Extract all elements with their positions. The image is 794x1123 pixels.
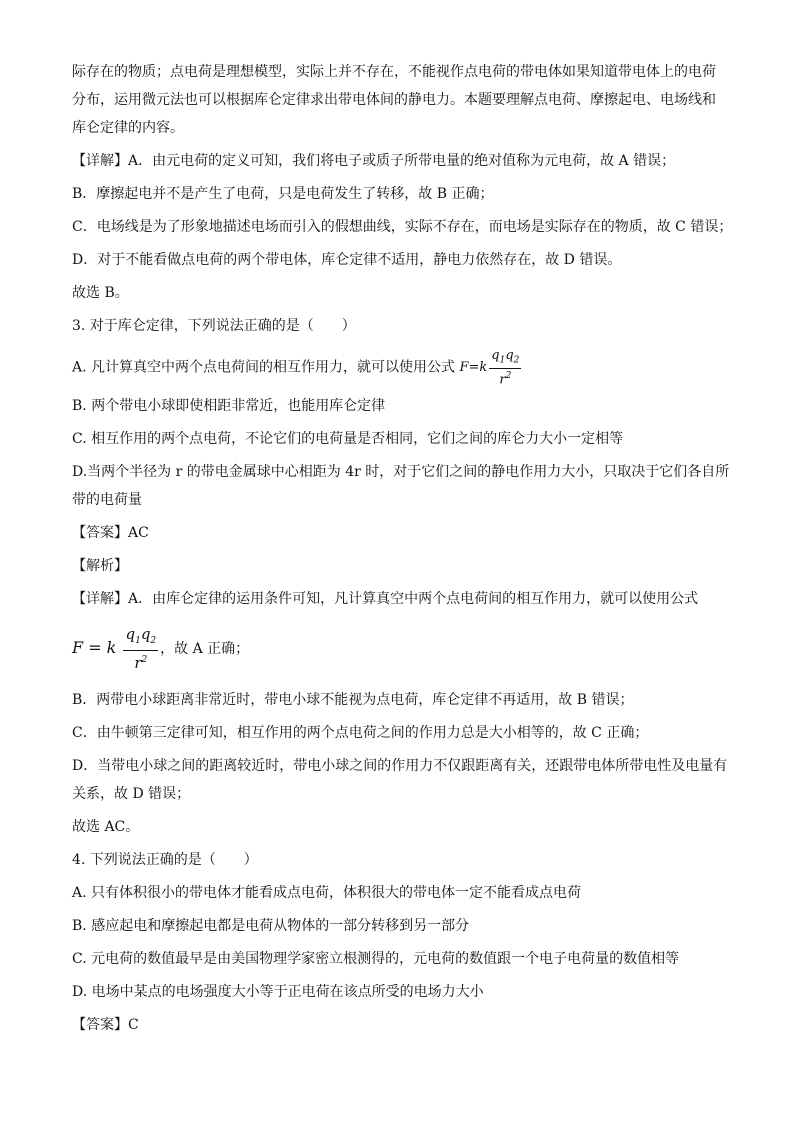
q3-analysis-heading: 【解析】 bbox=[72, 557, 128, 574]
q2-detail-d: D．对于不能看做点电荷的两个带电体，库仑定律不适用，静电力依然存在，故 D 错误。 bbox=[72, 252, 622, 268]
q3-detail-a-line-1: 【详解】A．由库仑定律的运用条件可知，凡计算真空中两个点电荷间的相互作用力，就可以使用公式 bbox=[72, 590, 699, 607]
q3-conclusion: 故选 AC。 bbox=[72, 818, 140, 835]
q3-option-c: C. 相互作用的两个点电荷，不论它们的电荷量是否相同，它们之间的库仑力大小一定相等 bbox=[72, 430, 624, 447]
q3-option-d-line-2: 带的电荷量 bbox=[72, 491, 142, 508]
q3-stem: 3. 对于库仑定律，下列说法正确的是（ ） bbox=[72, 318, 356, 334]
coulomb-formula-fraction: $\frac{q_1q_2}{r^2}$ bbox=[125, 624, 157, 672]
detail-tag: 【详解】 bbox=[72, 153, 128, 169]
q4-option-b: B. 感应起电和摩擦起电都是电荷从物体的一部分转移到另一部分 bbox=[72, 917, 470, 934]
q4-option-d: D. 电场中某点的电场强度大小等于正电荷在该点所受的电场力大小 bbox=[72, 983, 484, 1000]
intro-line-2: 分布，运用微元法也可以根据库仑定律求出带电体间的静电力。本题要理解点电荷、摩擦起电、电场线和 bbox=[72, 92, 716, 108]
q3-detail-c: C．由牛顿第三定律可知，相互作用的两个点电荷之间的作用力总是大小相等的，故 C 正确； bbox=[72, 724, 649, 741]
q4-stem: 4. 下列说法正确的是（ ） bbox=[72, 851, 258, 868]
q4-option-c: C. 元电荷的数值最早是由美国物理学家密立根测得的，元电荷的数值跟一个电子电荷量的数值相等 bbox=[72, 950, 680, 967]
document-page bbox=[72, 62, 733, 1048]
coulomb-formula-inline: F=k $\frac{q_1q_2}{r^2}$ bbox=[459, 348, 520, 387]
q3-answer: 【答案】AC bbox=[72, 524, 149, 541]
intro-line-3: 库仑定律的内容。 bbox=[72, 120, 184, 136]
q3-detail-a-formula: F = k $\frac{q_1q_2}{r^2}$ ，故 A 正确； bbox=[72, 624, 250, 672]
q3-detail-b: B．两带电小球距离非常近时，带电小球不能视为点电荷，库仑定律不再适用，故 B 错误； bbox=[72, 691, 634, 708]
intro-line-1: 际存在的物质；点电荷是理想模型，实际上并不存在，不能视作点电荷的带电体如果知道带电体上的电荷 bbox=[72, 64, 716, 80]
q2-detail-b: B．摩擦起电并不是产生了电荷，只是电荷发生了转移，故 B 正确； bbox=[72, 186, 494, 202]
q3-detail-d-line-1: D．当带电小球之间的距离较近时，带电小球之间的作用力不仅跟距离有关，还跟带电体所带电性及电量有 bbox=[72, 757, 728, 774]
q3-detail-d-line-2: 关系，故 D 错误； bbox=[72, 785, 191, 802]
q3-option-d-line-1: D.当两个半径为 r 的带电金属球中心相距为 4r 时，对于它们之间的静电作用力大小，只取决于它们各自所 bbox=[72, 463, 730, 480]
q2-detail-a: 【详解】A．由元电荷的定义可知，我们将电子或质子所带电量的绝对值称为元电荷，故 A 错误； bbox=[72, 153, 676, 169]
q2-detail-c: C．电场线是为了形象地描述电场而引入的假想曲线，实际不存在，而电场是实际存在的物质，故 C 错误； bbox=[72, 219, 733, 235]
q3-option-b: B. 两个带电小球即使相距非常近，也能用库仑定律 bbox=[72, 397, 386, 414]
q4-answer: 【答案】C bbox=[72, 1016, 139, 1033]
q3-option-a: A. 凡计算真空中两个点电荷间的相互作用力，就可以使用公式 F=k $\frac{q_1q_2}{r^2}$ bbox=[72, 349, 722, 387]
q2-conclusion: 故选 B。 bbox=[72, 285, 129, 301]
q4-option-a: A. 只有体积很小的带电体才能看成点电荷，体积很大的带电体一定不能看成点电荷 bbox=[72, 884, 582, 901]
